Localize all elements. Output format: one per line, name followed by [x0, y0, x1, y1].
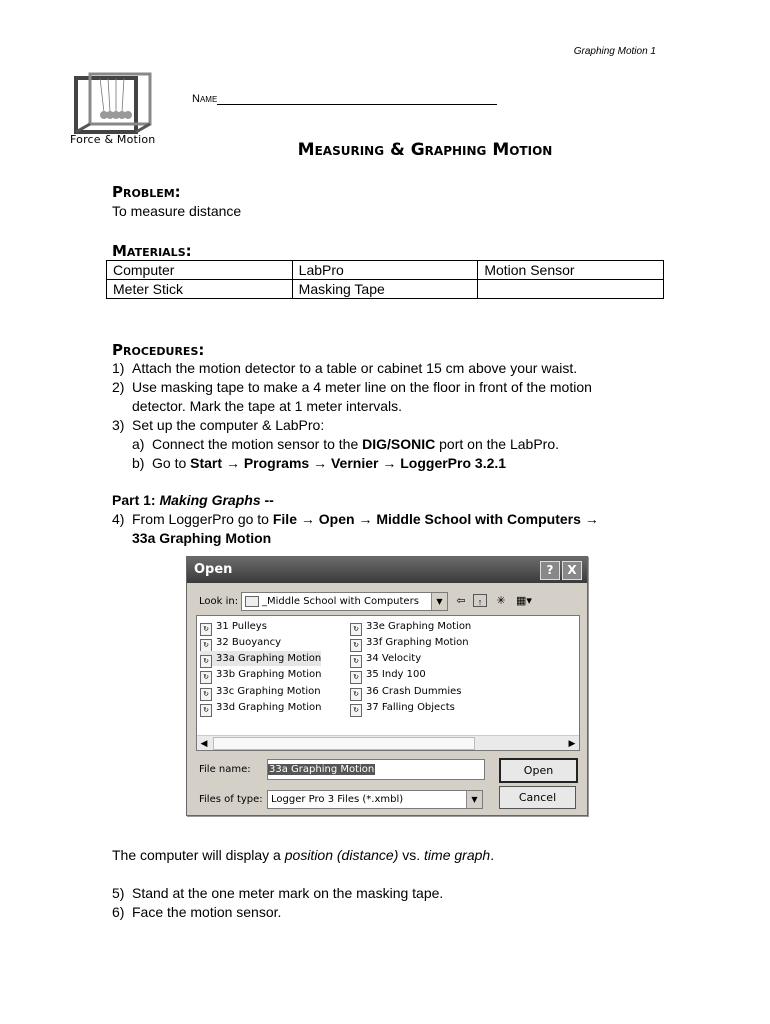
name-field[interactable] — [192, 93, 497, 105]
menu-path-item: LoggerPro 3.2.1 — [400, 455, 507, 471]
file-icon: ↻ — [200, 688, 212, 701]
step-text: Use masking tape to make a 4 meter line on the floor in front of the motion — [132, 379, 592, 395]
file-icon: ↻ — [350, 639, 362, 652]
arrow-icon: → — [358, 511, 373, 527]
file-name: 35 Indy 100 — [366, 669, 426, 680]
up-folder-icon[interactable]: ↑ — [473, 594, 487, 607]
step-text: Stand at the one meter mark on the masking tape. — [132, 885, 444, 901]
look-in-value: _Middle School with Computers — [262, 596, 419, 607]
list-item[interactable] — [200, 651, 321, 666]
note-text: vs. — [398, 847, 425, 863]
materials-table — [106, 260, 664, 299]
chevron-down-icon[interactable]: ▼ — [466, 791, 482, 808]
file-icon: ↻ — [350, 623, 362, 636]
part-suffix: -- — [260, 492, 274, 508]
file-icon: ↻ — [200, 671, 212, 684]
help-button[interactable]: ? — [540, 561, 560, 580]
file-icon: ↻ — [350, 688, 362, 701]
step-6 — [112, 903, 281, 922]
list-item[interactable] — [350, 651, 421, 666]
substep-letter: a) — [132, 436, 145, 452]
note-italic: time graph — [424, 847, 491, 863]
arrow-icon: → — [225, 455, 240, 471]
step-number: 3) — [112, 417, 125, 433]
step-number: 6) — [112, 904, 125, 920]
note-text: The computer will display a — [112, 847, 285, 863]
folder-icon — [245, 596, 259, 607]
menu-path-item: File — [272, 511, 297, 527]
step-number: 5) — [112, 885, 125, 901]
chevron-down-icon[interactable]: ▼ — [431, 593, 447, 610]
file-name: 33f Graphing Motion — [366, 637, 469, 648]
problem-text: To measure distance — [112, 203, 242, 219]
part-title: Making Graphs — [159, 492, 261, 508]
file-name: 31 Pulleys — [216, 621, 267, 632]
part-label: Part 1: — [112, 492, 160, 508]
materials-heading: Materials: — [112, 242, 192, 260]
view-menu-icon[interactable]: ▦▾ — [516, 595, 532, 607]
list-item[interactable] — [350, 684, 462, 699]
scroll-left-icon[interactable]: ◀ — [200, 738, 208, 748]
list-item[interactable] — [350, 667, 426, 682]
table-row — [107, 261, 664, 280]
horizontal-scrollbar[interactable] — [197, 735, 579, 750]
new-folder-icon[interactable]: ✳ — [496, 595, 506, 607]
file-icon: ↻ — [200, 623, 212, 636]
file-icon: ↻ — [350, 671, 362, 684]
files-of-type-select[interactable] — [267, 790, 483, 809]
port-name: DIG/SONIC — [362, 436, 436, 452]
arrow-icon: → — [382, 455, 397, 471]
step-number: 4) — [112, 511, 125, 527]
cancel-button[interactable]: Cancel — [499, 786, 576, 809]
open-dialog — [186, 556, 588, 816]
file-name: 33e Graphing Motion — [366, 621, 472, 632]
menu-path-item: Middle School with Computers — [376, 511, 581, 527]
part-1-heading — [112, 491, 274, 510]
list-item[interactable] — [200, 700, 321, 715]
name-blank[interactable] — [217, 93, 497, 105]
menu-path-item: Start — [190, 455, 223, 471]
note-text: . — [490, 847, 495, 863]
logo-caption: Force & Motion — [70, 133, 156, 146]
step-2-continued: detector. Mark the tape at 1 meter intervals. — [132, 398, 403, 414]
file-list[interactable] — [196, 615, 580, 751]
step-2 — [112, 378, 592, 397]
table-cell: Meter Stick — [107, 280, 293, 299]
file-icon: ↻ — [200, 639, 212, 652]
step-3b — [132, 454, 506, 473]
running-header: Graphing Motion 1 — [573, 46, 656, 57]
menu-path-item: Vernier — [330, 455, 379, 471]
file-name: 36 Crash Dummies — [366, 686, 462, 697]
step-text: port on the LabPro. — [435, 436, 560, 452]
list-item[interactable] — [350, 619, 471, 634]
table-cell: Masking Tape — [292, 280, 478, 299]
file-name: 33d Graphing Motion — [216, 702, 322, 713]
step-text: Set up the computer & LabPro: — [132, 417, 325, 433]
back-icon[interactable]: ⇦ — [456, 595, 466, 607]
file-name: 37 Falling Objects — [366, 702, 455, 713]
step-number: 2) — [112, 379, 125, 395]
list-item[interactable] — [200, 635, 281, 650]
list-item[interactable] — [350, 700, 455, 715]
table-row — [107, 280, 664, 299]
dialog-titlebar — [187, 557, 587, 583]
dialog-title: Open — [194, 562, 233, 577]
step-text: Connect the motion sensor to the — [152, 436, 363, 452]
file-icon: ↻ — [200, 704, 212, 717]
menu-path-item: Programs — [243, 455, 310, 471]
step-4-continued: 33a Graphing Motion — [132, 530, 272, 546]
file-icon: ↻ — [350, 704, 362, 717]
file-name: 33a Graphing Motion — [216, 653, 322, 664]
look-in-select[interactable] — [241, 592, 448, 611]
file-icon: ↻ — [200, 655, 212, 668]
file-name: 32 Buoyancy — [216, 637, 282, 648]
files-of-type-label: Files of type: — [199, 794, 263, 805]
substep-letter: b) — [132, 455, 145, 471]
list-item[interactable] — [200, 667, 321, 682]
table-cell: Motion Sensor — [478, 261, 664, 280]
file-name-label: File name: — [199, 764, 251, 775]
display-note — [112, 846, 494, 865]
name-label: Name — [192, 93, 218, 105]
table-cell — [478, 280, 664, 299]
step-text: Attach the motion detector to a table or cabinet 15 cm above your waist. — [132, 360, 578, 376]
arrow-icon: → — [313, 455, 328, 471]
file-icon: ↻ — [350, 655, 362, 668]
scroll-right-icon[interactable]: ▶ — [568, 738, 576, 748]
file-name-input[interactable] — [267, 759, 485, 780]
list-item[interactable] — [200, 619, 267, 634]
step-text: Go to — [152, 455, 191, 471]
table-cell: Computer — [107, 261, 293, 280]
look-in-label: Look in: — [199, 596, 239, 607]
procedures-heading: Procedures: — [112, 341, 205, 359]
table-cell: LabPro — [292, 261, 478, 280]
step-3 — [112, 416, 324, 435]
file-name: 33c Graphing Motion — [216, 686, 321, 697]
menu-path-item: Open — [318, 511, 355, 527]
step-text: From LoggerPro go to — [132, 511, 273, 527]
note-italic: position (distance) — [284, 847, 399, 863]
files-of-type-value: Logger Pro 3 Files (*.xmbl) — [271, 794, 404, 805]
close-button[interactable]: X — [562, 561, 582, 580]
step-4 — [112, 510, 599, 529]
step-5 — [112, 884, 443, 903]
step-number: 1) — [112, 360, 125, 376]
open-button[interactable]: Open — [499, 758, 578, 783]
step-1 — [112, 359, 577, 378]
arrow-icon: → — [584, 511, 599, 527]
step-text: Face the motion sensor. — [132, 904, 282, 920]
scroll-thumb[interactable] — [213, 737, 475, 750]
list-item[interactable] — [200, 684, 321, 699]
file-name: 33b Graphing Motion — [216, 669, 322, 680]
problem-heading: Problem: — [112, 183, 181, 201]
step-3a — [132, 435, 559, 454]
list-item[interactable] — [350, 635, 469, 650]
file-name-value: 33a Graphing Motion — [269, 764, 375, 775]
page-title: Measuring & Graphing Motion — [297, 140, 553, 160]
file-name: 34 Velocity — [366, 653, 422, 664]
arrow-icon: → — [300, 511, 315, 527]
